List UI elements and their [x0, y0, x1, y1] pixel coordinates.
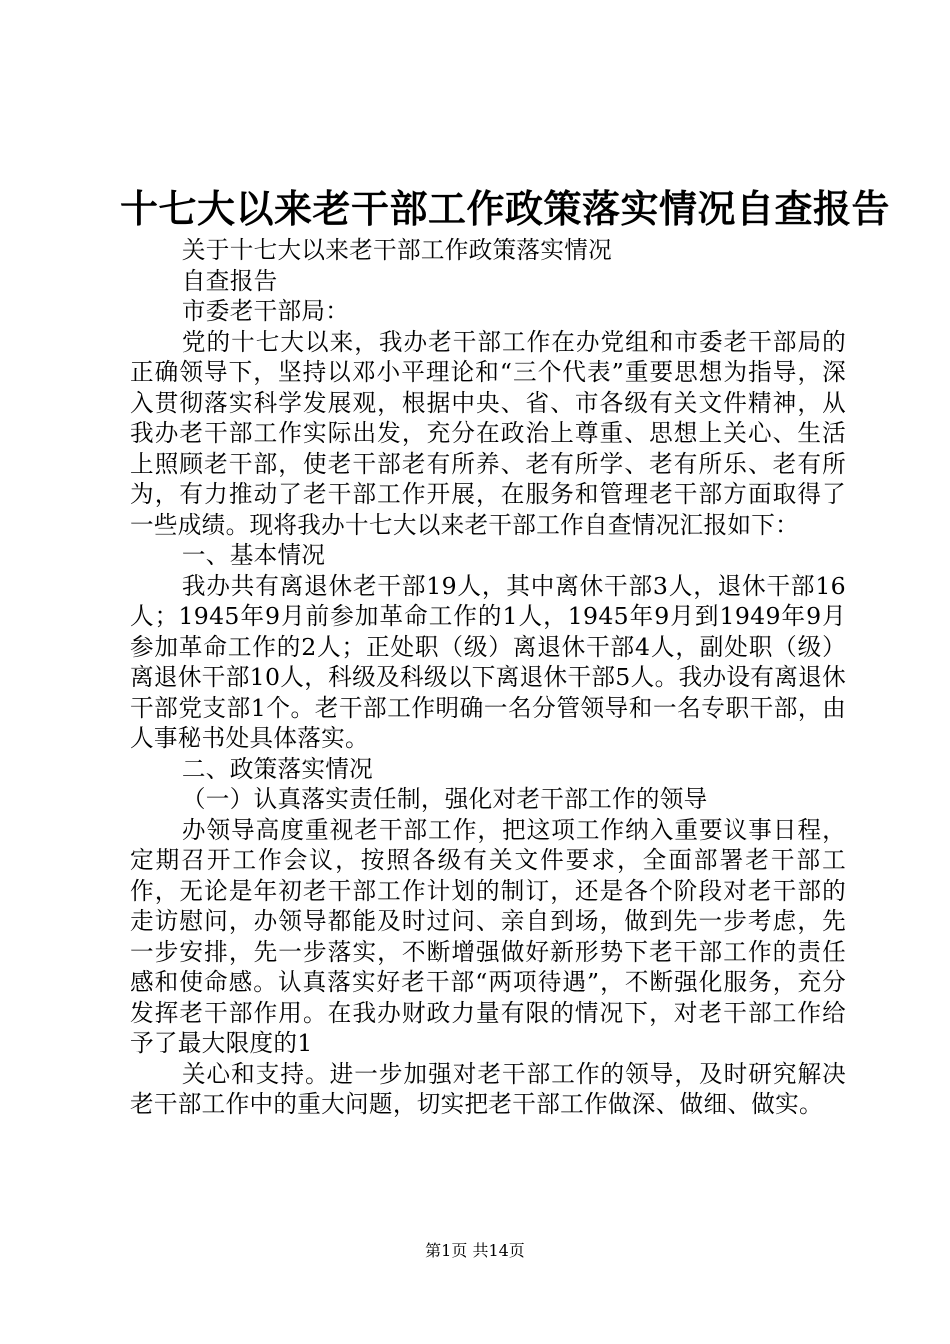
section-heading-policy: 二、政策落实情况	[181, 754, 374, 783]
basic-info-paragraph: 我办共有离退休老干部19人，其中离休干部3人，退休干部16人；1945年9月前参加革命工作的1人，1945年9月到1949年9月参加革命工作的2人；正处职（级）离退休干部4人，副处职（级）离退休干部10人，科级及科级以下离退休干部5人。我办设有离退休干部党支部1个。老干部工作明确一名分管领导和一名专职干部，由人事秘书处具体落实。	[130, 571, 846, 752]
subtitle-line-2: 自查报告	[181, 266, 278, 295]
subtitle-line-1: 关于十七大以来老干部工作政策落实情况	[181, 236, 612, 264]
document-body	[130, 235, 846, 1120]
addressee: 市委老干部局：	[181, 297, 350, 325]
subsection-heading-1: （一）认真落实责任制，强化对老干部工作的领导	[181, 785, 708, 813]
document-title: 十七大以来老干部工作政策落实情况自查报告	[120, 186, 891, 231]
leadership-paragraph: 办领导高度重视老干部工作，把这项工作纳入重要议事日程，定期召开工作会议，按照各级有关文件要求，全面部署老干部工作，无论是年初老干部工作计划的制订，还是各个阶段对老干部的走访慰问，办领导都能及时过问、亲自到场，做到先一步考虑，先一步安排，先一步落实，不断增强做好新形势下老干部工作的责任感和使命感。认真落实好老干部“两项待遇”，不断强化服务，充分发挥老干部作用。在我办财政力量有限的情况下，对老干部工作给予了最大限度的1	[130, 815, 846, 1057]
page-footer: 第1页 共14页	[425, 1241, 525, 1260]
section-heading-basic: 一、基本情况	[181, 541, 326, 569]
support-paragraph: 关心和支持。进一步加强对老干部工作的领导，及时研究解决老干部工作中的重大问题，切实把老干部工作做深、做细、做实。	[130, 1059, 846, 1118]
intro-paragraph: 党的十七大以来，我办老干部工作在办党组和市委老干部局的正确领导下，坚持以邓小平理论和“三个代表”重要思想为指导，深入贯彻落实科学发展观，根据中央、省、市各级有关文件精神，从我办老干部工作实际出发，充分在政治上尊重、思想上关心、生活上照顾老干部，使老干部老有所养、老有所学、老有所乐、老有所为，有力推动了老干部工作开展，在服务和管理老干部方面取得了一些成绩。现将我办十七大以来老干部工作自查情况汇报如下：	[130, 327, 846, 539]
